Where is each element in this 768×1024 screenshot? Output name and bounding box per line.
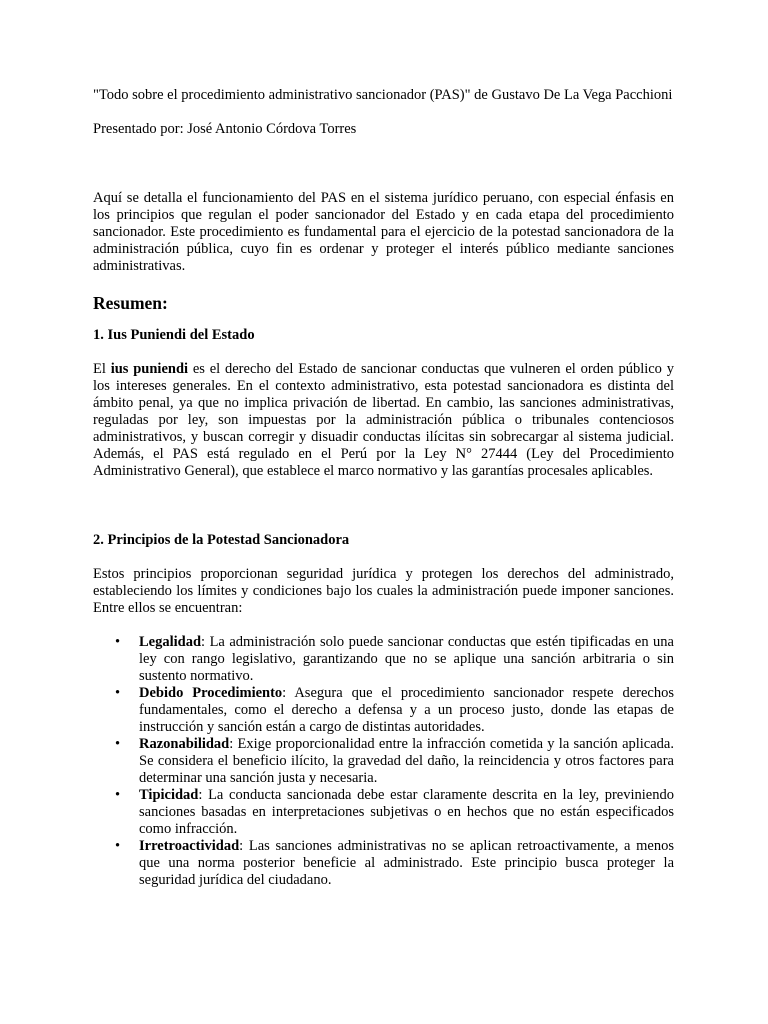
- section2-title: 2. Principios de la Potestad Sancionadora: [93, 532, 350, 548]
- bullet-icon: •: [115, 685, 121, 701]
- principle-text: : La administración solo puede sancionar conductas que estén tipificadas en una ley con rango legislativo, garantizando que no se aplique una sanción arbitraria o sin sustento normativo.: [139, 634, 674, 684]
- list-item: [93, 736, 674, 787]
- section1-body-rest: es el derecho del Estado de sancionar conductas que vulneren el orden público y los intereses generales. En el contexto administrativo, esta potestad sancionadora es distinta del ámbito penal, ya que no implica privación de libertad. En cambio, las sanciones administrativas, reguladas por ley, son impuestas por la administración pública o tribunales contenciosos administrativos, y buscan corregir y disuadir conductas ilícitas sin sobrecargar al sistema judicial. Además, el PAS está regulado en el Perú por la Ley N° 27444 (Ley del Procedimiento Administrativo General), que establece el marco normativo y las garantías procesales aplicables.: [93, 361, 674, 479]
- bullet-icon: •: [115, 736, 121, 752]
- section1-body: [93, 361, 674, 480]
- principle-term: Razonabilidad: [139, 736, 230, 752]
- list-item: [93, 838, 674, 889]
- document-page: [93, 87, 674, 889]
- principle-text: : La conducta sancionada debe estar claramente descrita en la ley, previniendo sanciones basadas en interpretaciones subjetivas o en hechos que no están especificados como infracción.: [139, 787, 674, 837]
- principles-list: [93, 634, 674, 889]
- principle-term: Tipicidad: [139, 787, 199, 803]
- bullet-icon: •: [115, 634, 121, 650]
- list-item: [93, 634, 674, 685]
- bullet-icon: •: [115, 787, 121, 803]
- list-item: [93, 787, 674, 838]
- author-line: Presentado por: José Antonio Córdova Torres: [93, 121, 357, 137]
- document-title: "Todo sobre el procedimiento administrativo sancionador (PAS)" de Gustavo De La Vega Pacchioni: [93, 87, 673, 103]
- section1-body-prefix: El: [93, 361, 111, 377]
- section1-title: 1. Ius Puniendi del Estado: [93, 327, 255, 343]
- principle-text: : Asegura que el procedimiento sancionador respete derechos fundamentales, como el derecho a defensa y a un proceso justo, donde las etapas de instrucción y sanción están a cargo de distintas autoridades.: [139, 685, 674, 735]
- list-item: [93, 685, 674, 736]
- principle-term: Debido Procedimiento: [139, 685, 283, 701]
- bullet-icon: •: [115, 838, 121, 854]
- principle-term: Irretroactividad: [139, 838, 240, 854]
- summary-heading: Resumen:: [93, 293, 168, 313]
- principle-text: : Las sanciones administrativas no se aplican retroactivamente, a menos que una norma posterior beneficie al administrado. Este principio busca proteger la seguridad jurídica del ciudadano.: [139, 838, 674, 888]
- intro-paragraph: Aquí se detalla el funcionamiento del PAS en el sistema jurídico peruano, con especial énfasis en los principios que regulan el poder sancionador del Estado y en cada etapa del procedimiento sancionador. Este procedimiento es fundamental para el ejercicio de la potestad sancionadora de la administración pública, cuyo fin es ordenar y proteger el interés público mediante sanciones administrativas.: [93, 190, 674, 274]
- principle-term: Legalidad: [139, 634, 202, 650]
- section1-body-term: ius puniendi: [110, 361, 189, 377]
- section2-body: Estos principios proporcionan seguridad jurídica y protegen los derechos del administrado, estableciendo los límites y condiciones bajo los cuales la administración puede imponer sanciones. Entre ellos se encuentran:: [93, 566, 674, 616]
- principle-text: : Exige proporcionalidad entre la infracción cometida y la sanción aplicada. Se considera el beneficio ilícito, la gravedad del daño, la reincidencia y otros factores para determinar una sanción justa y necesaria.: [139, 736, 674, 786]
